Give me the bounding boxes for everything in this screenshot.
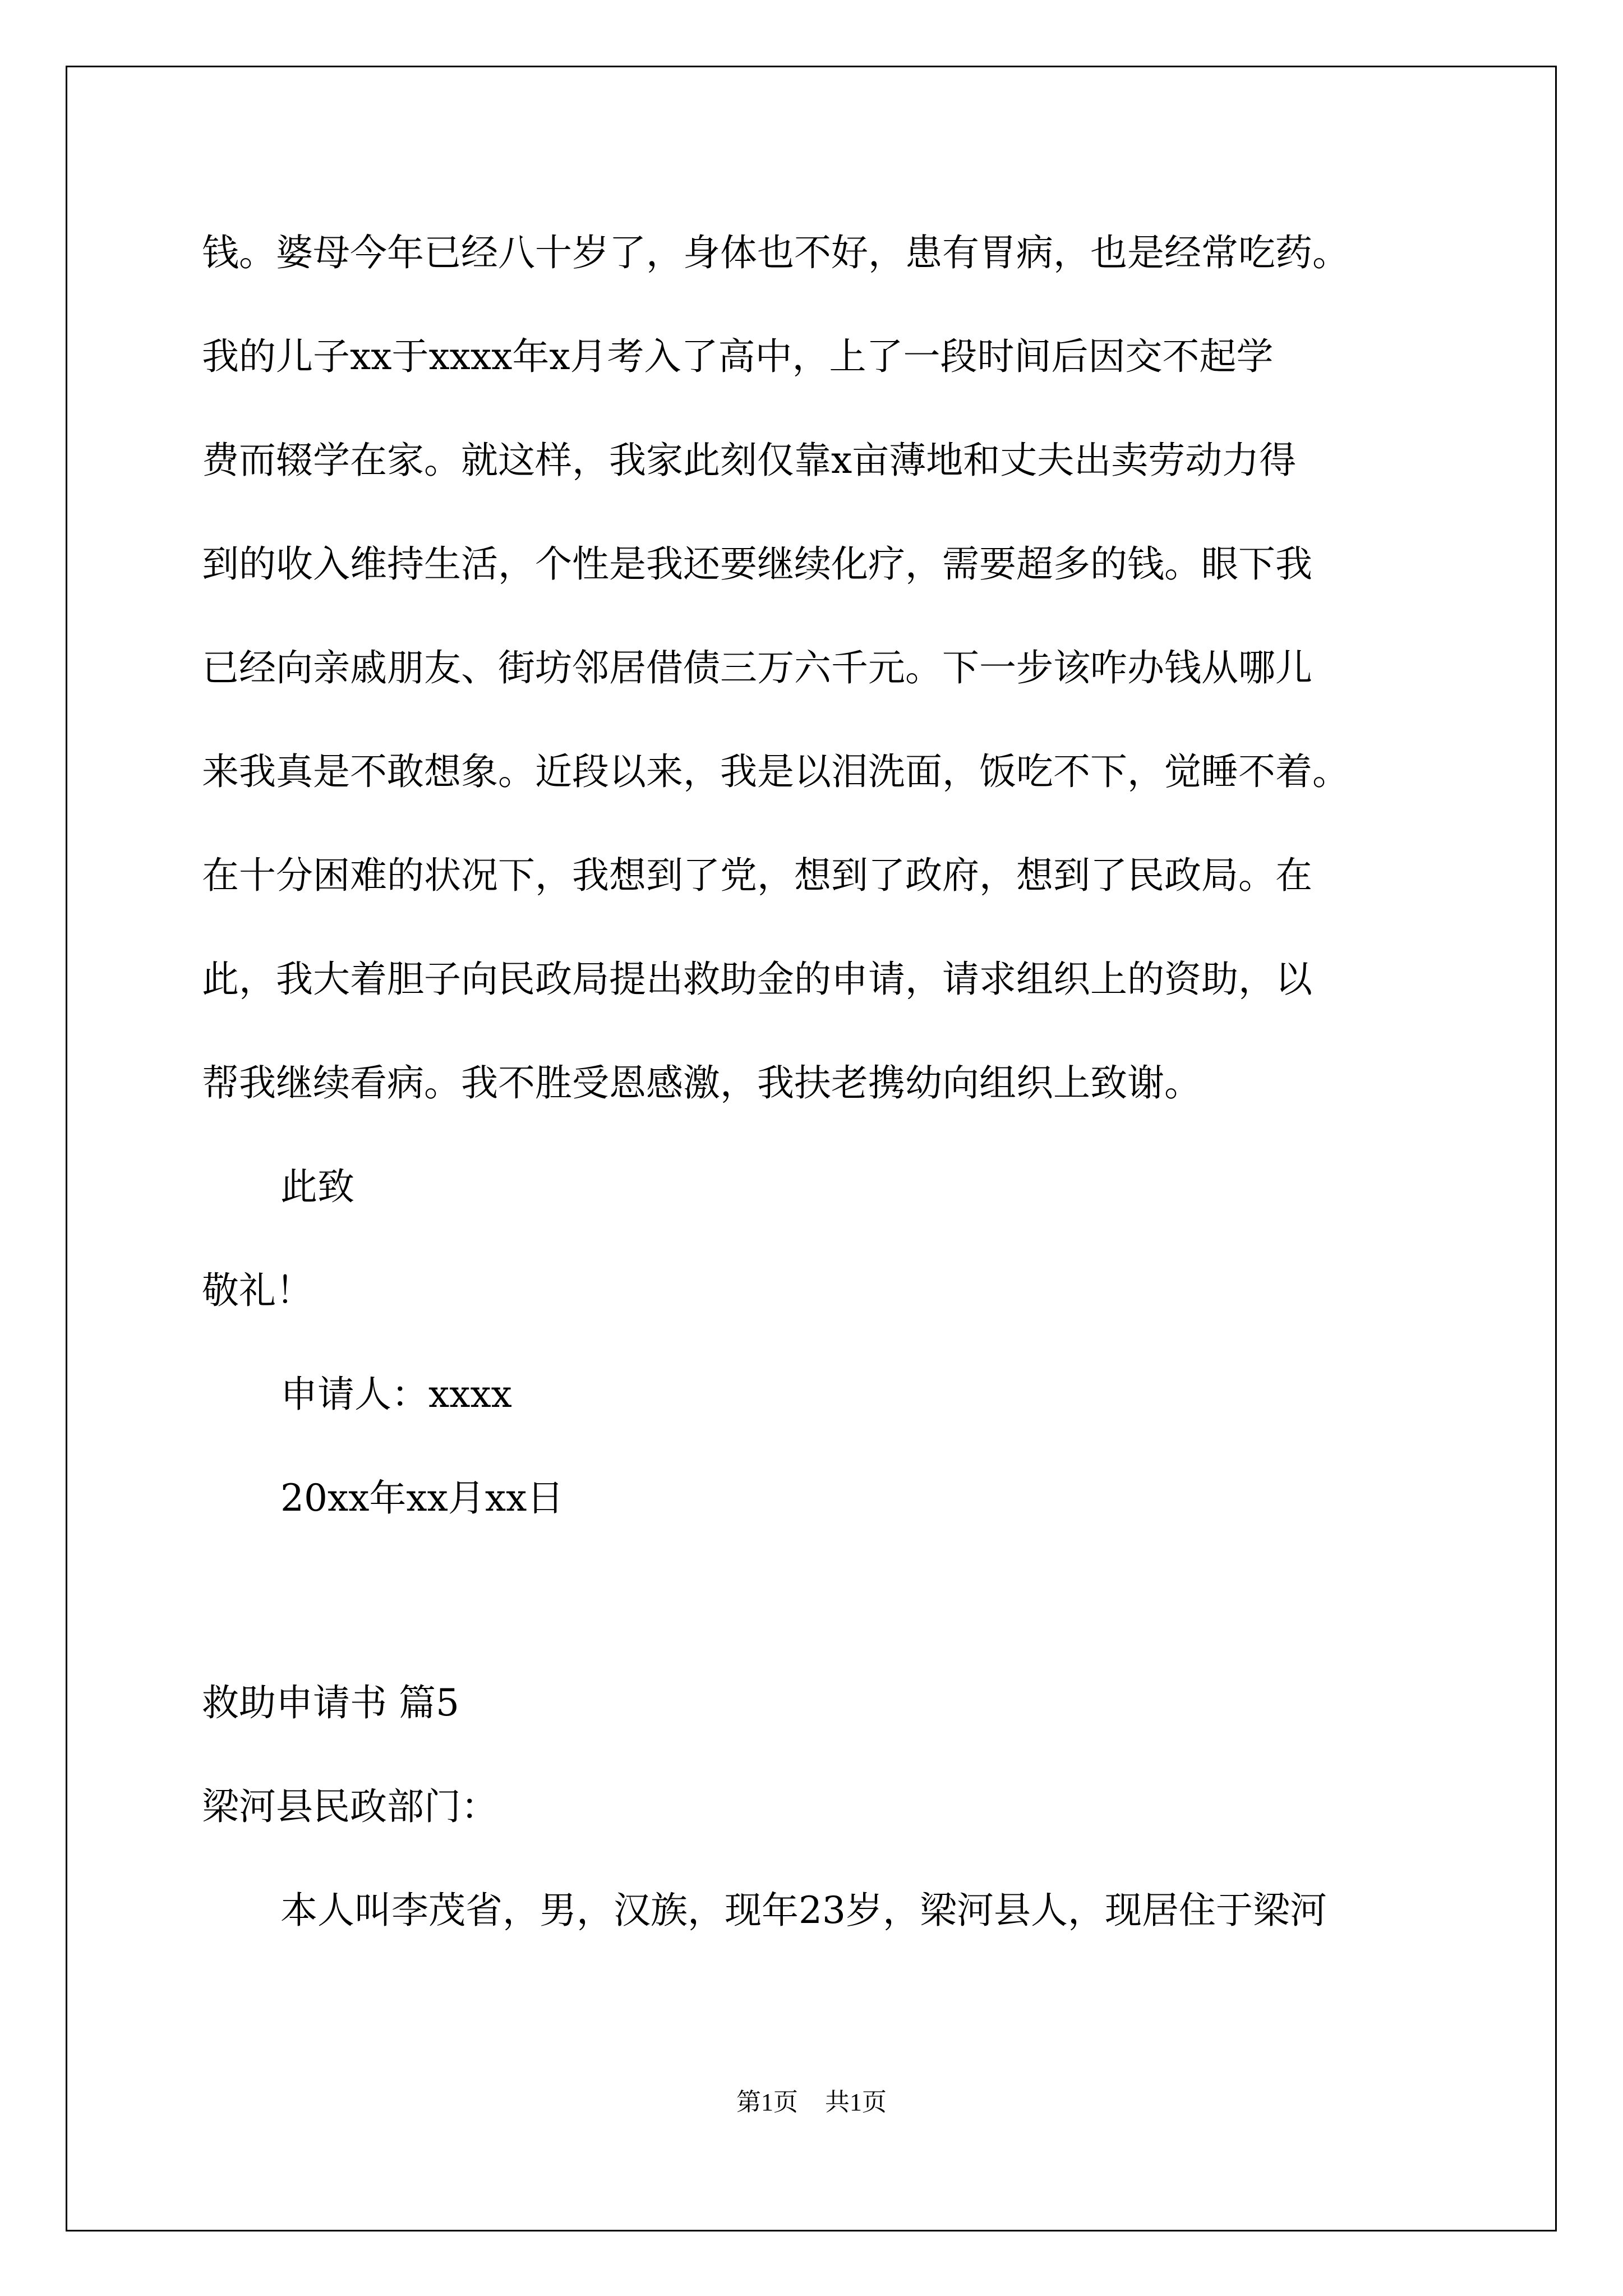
paragraph-line: 此，我大着胆子向民政局提出救助金的申请，请求组织上的资助，以 — [202, 958, 1312, 1001]
applicant-signature: 申请人：xxxx — [280, 1373, 512, 1416]
paragraph-line: 帮我继续看病。我不胜受恩感激，我扶老携幼向组织上致谢。 — [202, 1061, 1201, 1105]
paragraph-line: 我的儿子xx于xxxx年x月考入了高中，上了一段时间后因交不起学 — [202, 335, 1274, 378]
intro-line: 本人叫李茂省，男，汉族，现年23岁，梁河县人，现居住于梁河 — [280, 1889, 1327, 1932]
page-number: 第1页 — [736, 2088, 798, 2116]
section-title: 救助申请书 篇5 — [202, 1681, 459, 1724]
addressee: 梁河县民政部门： — [202, 1785, 498, 1828]
paragraph-line: 钱。婆母今年已经八十岁了，身体也不好，患有胃病，也是经常吃药。 — [202, 231, 1349, 274]
salute-text: 敬礼！ — [202, 1269, 313, 1312]
paragraph-line: 在十分困难的状况下，我想到了党，想到了政府，想到了民政局。在 — [202, 854, 1312, 897]
paragraph-line: 已经向亲戚朋友、街坊邻居借债三万六千元。下一步该咋办钱从哪儿 — [202, 646, 1312, 689]
closing-text: 此致 — [280, 1165, 354, 1208]
page-footer — [0, 2090, 1623, 2115]
paragraph-line: 到的收入维持生活，个性是我还要继续化疗，需要超多的钱。眼下我 — [202, 542, 1312, 586]
paragraph-line: 来我真是不敢想象。近段以来，我是以泪洗面，饭吃不下，觉睡不着。 — [202, 750, 1349, 793]
application-date: 20xx年xx月xx日 — [280, 1476, 564, 1520]
total-pages: 共1页 — [825, 2088, 887, 2116]
paragraph-line: 费而辍学在家。就这样，我家此刻仅靠x亩薄地和丈夫出卖劳动力得 — [202, 439, 1297, 482]
